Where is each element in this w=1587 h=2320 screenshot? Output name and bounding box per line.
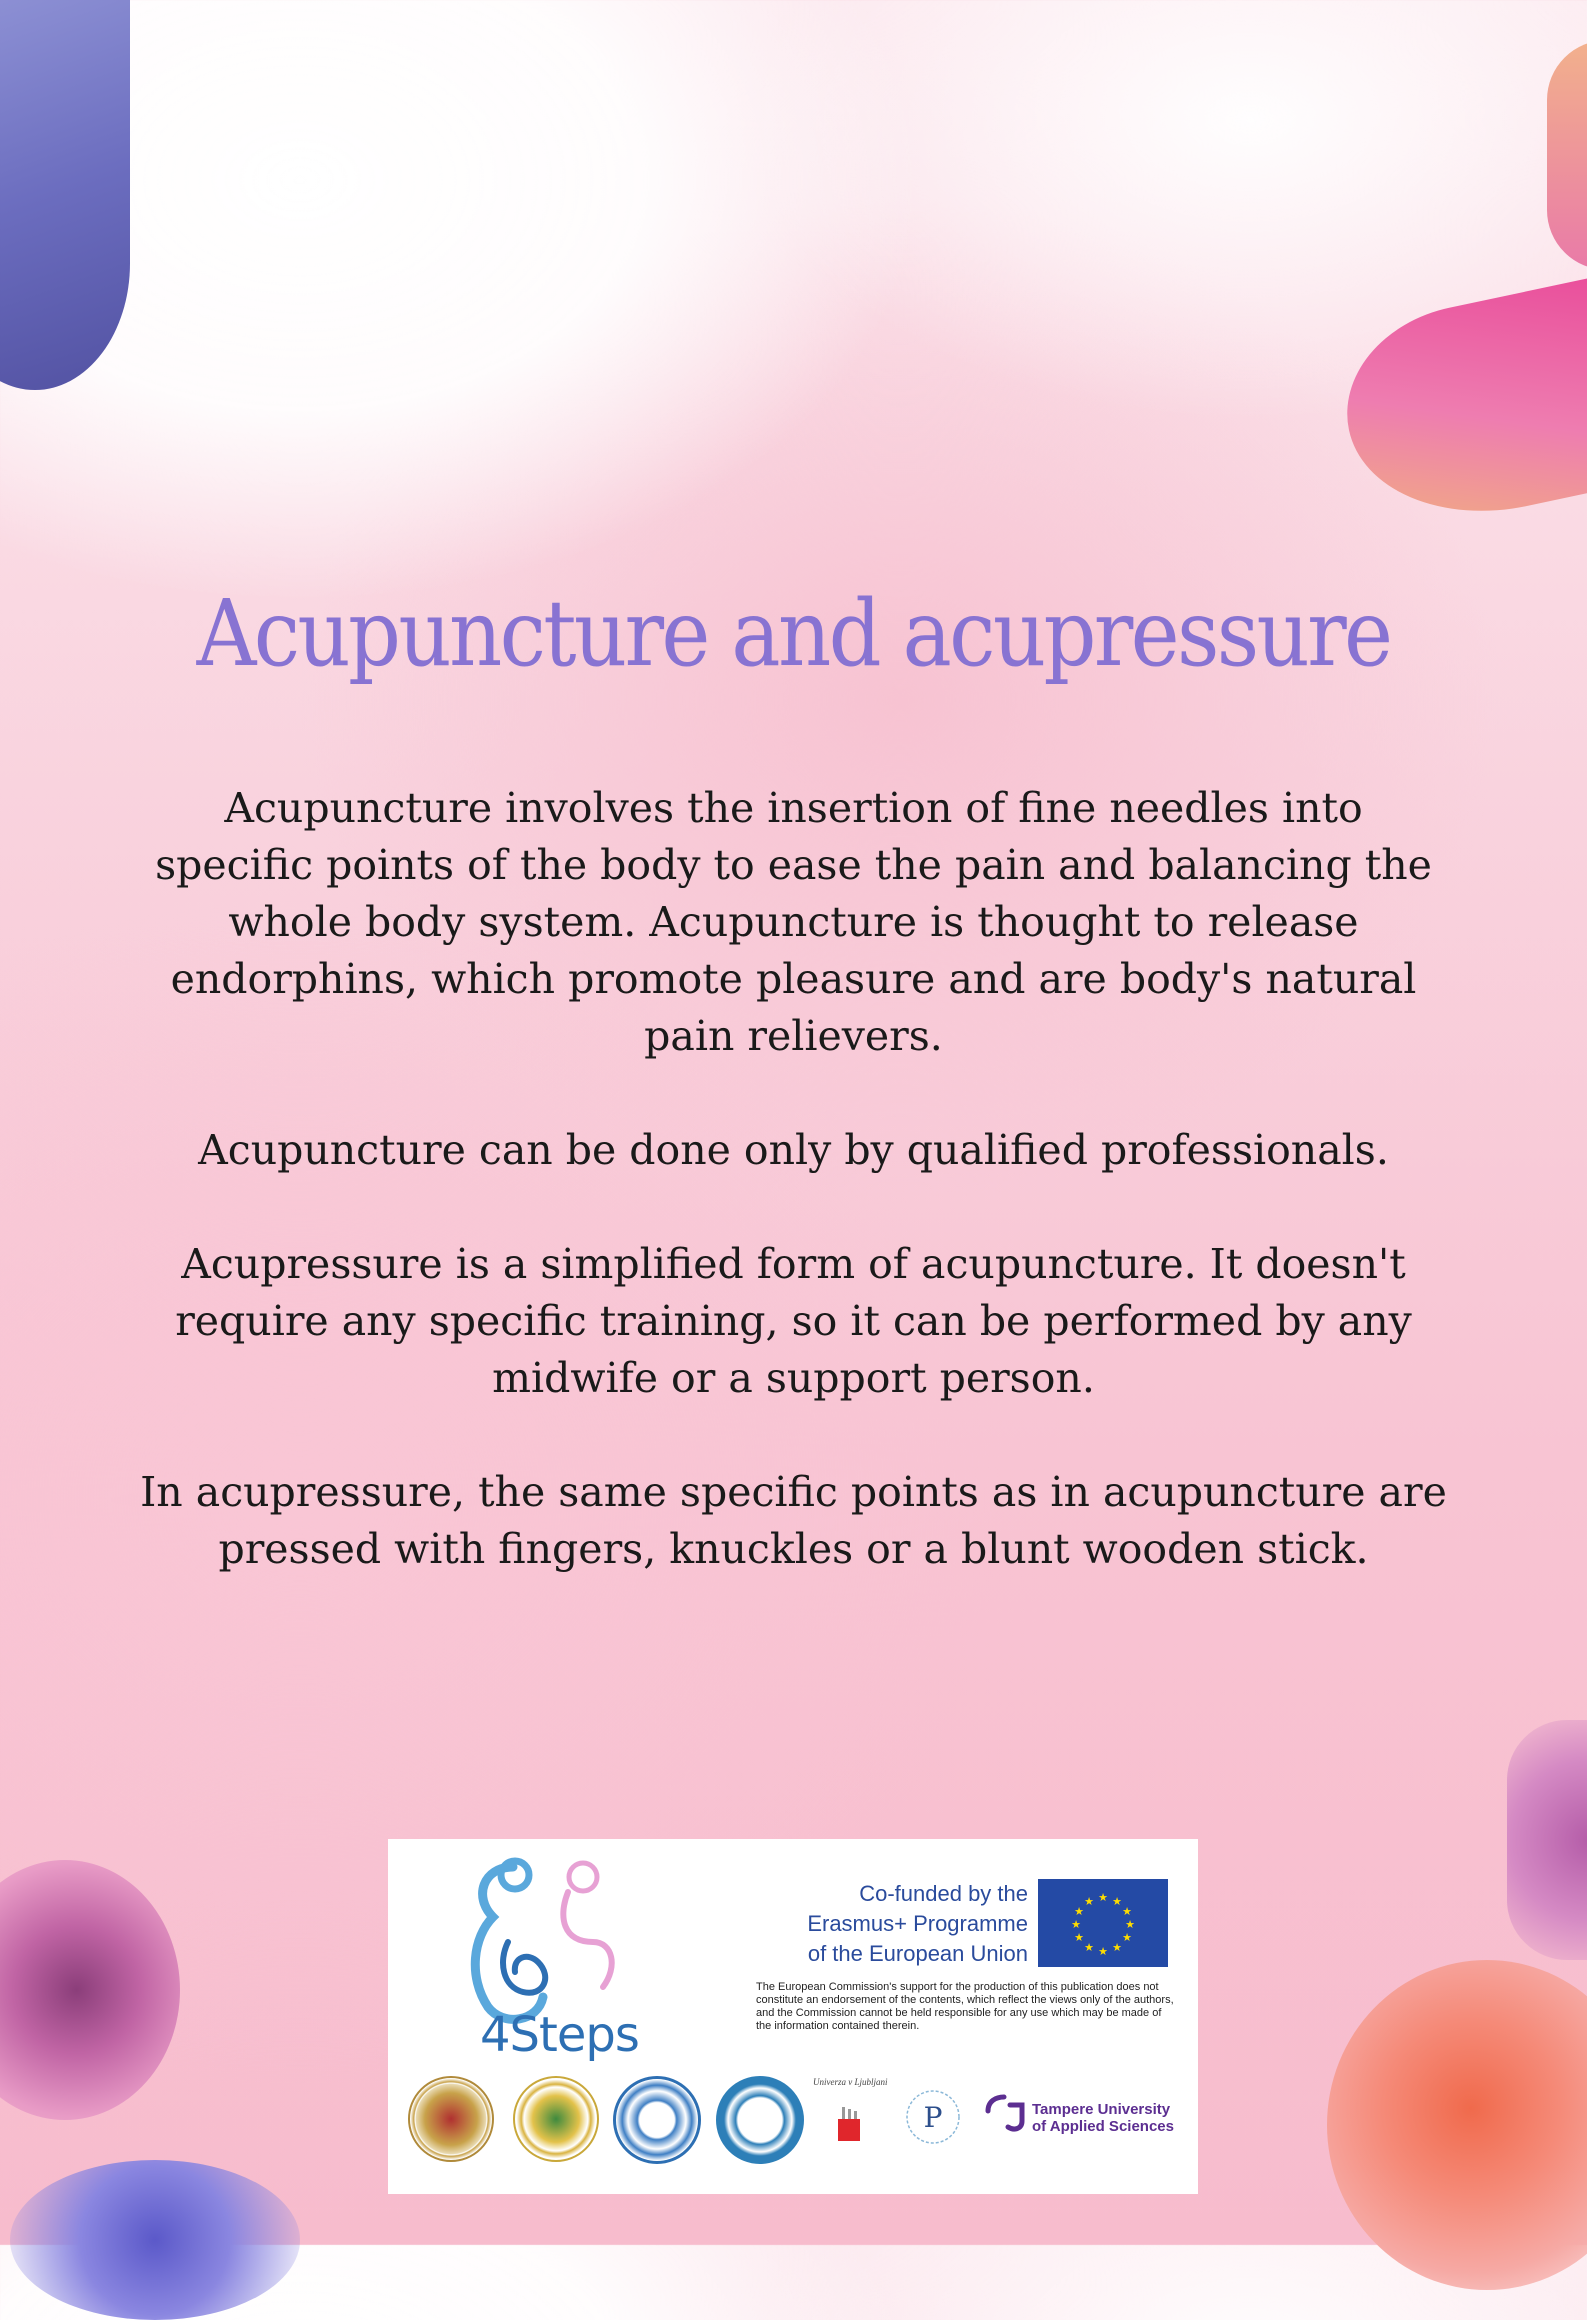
svg-text:★: ★ bbox=[1122, 1905, 1132, 1918]
decorative-flower-bottom-left-blue bbox=[10, 2160, 300, 2320]
university-ljubljana-label: Univerza v Ljubljani bbox=[813, 2077, 888, 2087]
tampere-line-2: of Applied Sciences bbox=[1032, 2118, 1174, 2135]
paragraph-acupressure-method: In acupressure, the same specific points as in acupuncture are pressed with fingers, knuckles or a blunt wooden stick. bbox=[140, 1468, 1447, 1573]
page-title: Acupuncture and acupressure bbox=[196, 580, 1391, 687]
svg-text:★: ★ bbox=[1112, 1941, 1122, 1954]
erasmus-cofunded-text bbox=[758, 1879, 1028, 1969]
svg-text:★: ★ bbox=[1084, 1895, 1094, 1908]
partner-seal-logo-2 bbox=[513, 2076, 599, 2162]
tampere-university-text bbox=[1032, 2101, 1174, 2135]
svg-text:★: ★ bbox=[1122, 1931, 1132, 1944]
svg-text:★: ★ bbox=[1084, 1941, 1094, 1954]
partner-seal-logo-1 bbox=[408, 2076, 494, 2162]
decorative-flower-bottom-left bbox=[0, 1860, 180, 2120]
svg-text:★: ★ bbox=[1125, 1918, 1135, 1931]
decorative-brush-stroke-top-left bbox=[0, 0, 130, 390]
svg-text:★: ★ bbox=[1074, 1931, 1084, 1944]
paragraph-acupuncture-intro: Acupuncture involves the insertion of fine needles into specific points of the body to ease the pain and balancing the whole body system. Acupuncture is thought to release endorphins, which promote pleasure and are body's natural pain relievers. bbox=[155, 784, 1432, 1060]
university-primorska-logo bbox=[903, 2087, 963, 2152]
partner-seal-logo-3 bbox=[613, 2076, 701, 2164]
svg-text:★: ★ bbox=[1112, 1895, 1122, 1908]
decorative-petal-top-right bbox=[1328, 271, 1587, 539]
eu-flag-icon bbox=[1038, 1879, 1168, 1967]
svg-text:★: ★ bbox=[1071, 1918, 1081, 1931]
decorative-flower-right bbox=[1507, 1720, 1587, 1960]
tampere-university-logo-icon bbox=[980, 2091, 1028, 2139]
eu-disclaimer-text: The European Commission's support for the production of this publication does not constitute an endorsement of the contents, which reflect the views only of the authors, and the Commission cannot be held responsible for any use which may be made of the information contained therein. bbox=[756, 1981, 1174, 2032]
svg-text:★: ★ bbox=[1074, 1905, 1084, 1918]
cofunded-line-1: Co-funded by the bbox=[859, 1881, 1028, 1906]
tampere-line-1: Tampere University bbox=[1032, 2101, 1171, 2118]
svg-text:★: ★ bbox=[1098, 1945, 1108, 1958]
decorative-petal-top-right-upper bbox=[1547, 40, 1587, 270]
cofunded-line-3: of the European Union bbox=[807, 1941, 1028, 1966]
svg-text:★: ★ bbox=[1098, 1891, 1108, 1904]
partner-logos-panel bbox=[388, 1839, 1198, 2194]
cofunded-line-2: Erasmus+ Programme bbox=[807, 1911, 1028, 1936]
svg-text:P: P bbox=[923, 2101, 943, 2134]
decorative-flower-bottom-right bbox=[1327, 1960, 1587, 2290]
university-ljubljana-logo bbox=[838, 2107, 860, 2141]
partner-seal-logo-4 bbox=[716, 2076, 804, 2164]
body-text bbox=[140, 780, 1447, 1635]
paragraph-acupressure-intro: Acupressure is a simplified form of acupuncture. It doesn't require any specific training, so it can be performed by any midwife or a support person. bbox=[175, 1240, 1412, 1402]
paragraph-acupuncture-professionals: Acupuncture can be done only by qualified professionals. bbox=[198, 1126, 1389, 1174]
4steps-logo-text: 4Steps bbox=[480, 2007, 639, 2063]
